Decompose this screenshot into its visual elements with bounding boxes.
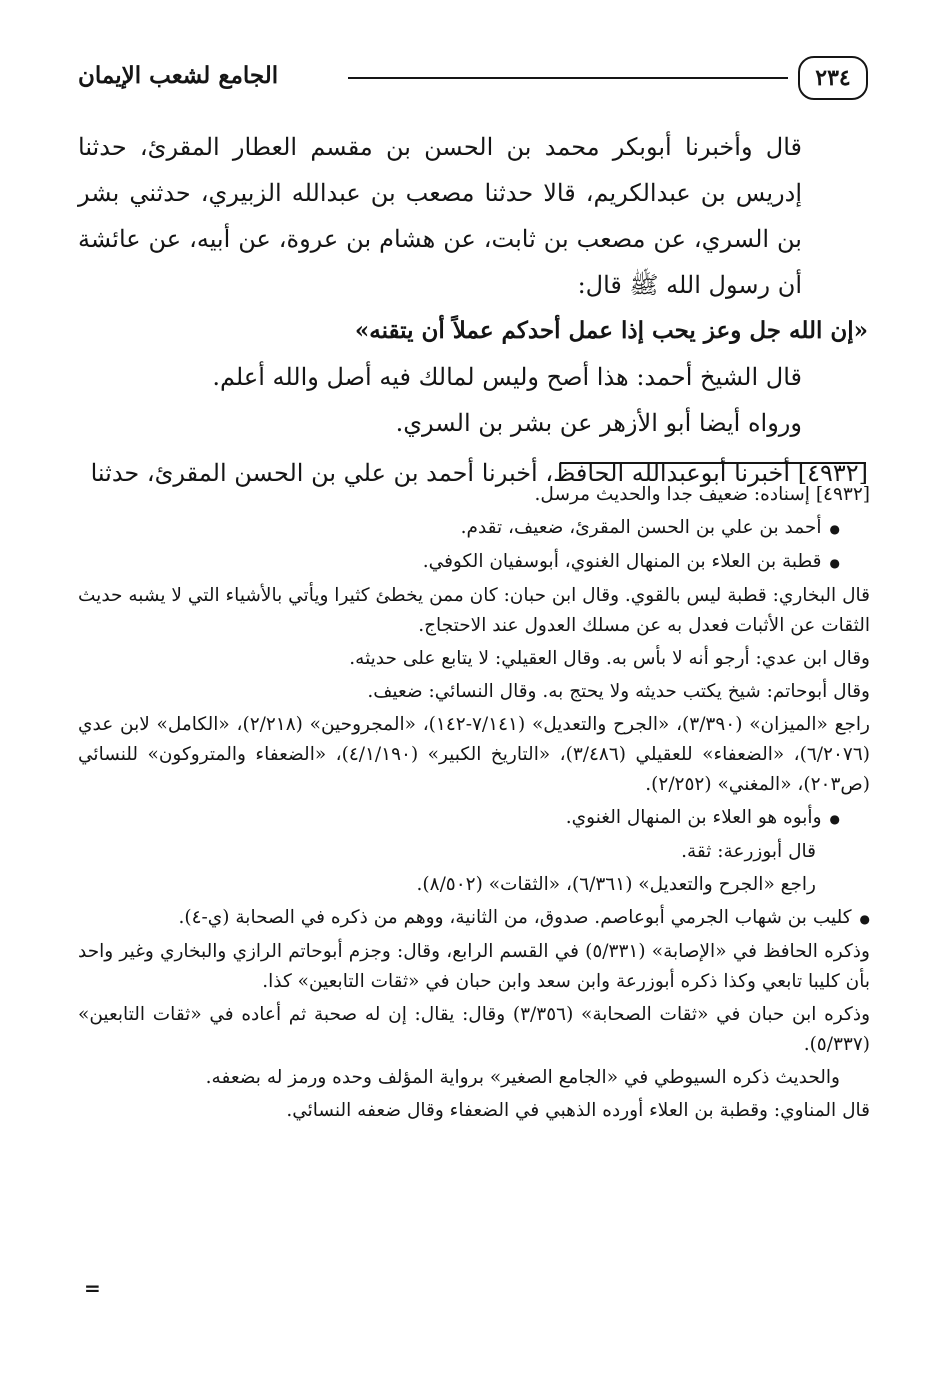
main-text	[78, 124, 868, 496]
footnote-bullet-4: ● كليب بن شهاب الجرمي أبوعاصم. صدوق، من الثانية، ووهم من ذكره في الصحابة (ي-٤).	[78, 903, 870, 934]
footnote-bullet-3: ● وأبوه هو العلاء بن المنهال الغنوي.	[78, 803, 870, 834]
hadith-text: «إن الله جل وعز يحب إذا عمل أحدكم عملاً أن يتقنه»	[354, 317, 868, 344]
page-number: ٢٣٤	[798, 56, 868, 100]
book-title: الجامع لشعب الإيمان	[78, 62, 279, 89]
footnote-ibn-adi: وقال ابن عدي: أرجو أنه لا بأس به. وقال العقيلي: لا يتابع على حديثه.	[349, 648, 870, 669]
footnote-bullet-1: ● أحمد بن علي بن الحسن المقرئ، ضعيف، تقدم.	[78, 513, 870, 544]
footnote-hafiz: وذكره الحافظ في «الإصابة» (٥/٣٣١) في القسم الرابع، وقال: وجزم أبوحاتم الرازي والبخاري وغير واحد بأن كليبا تابعي وكذا ذكره أبوزرعة وابن سعد وابن حبان في «ثقات التابعين» كذا.	[78, 941, 870, 992]
footnote-abu-hatim: وقال أبوحاتم: شيخ يكتب حديثه ولا يحتج به. وقال النسائي: ضعيف.	[367, 681, 870, 702]
footnote-bullet-2: ● قطبة بن العلاء بن المنهال الغنوي، أبوسفيان الكوفي.	[78, 547, 870, 578]
footnote-references-2: راجع «الجرح والتعديل» (٦/٣٦١)، «الثقات» (٨/٥٠٢).	[416, 874, 816, 895]
footnote-rule	[560, 462, 866, 464]
footnote-suyuti: والحديث ذكره السيوطي في «الجامع الصغير» برواية المؤلف وحده ورمز له بضعفه.	[205, 1067, 840, 1088]
footnote-references-1: راجع «الميزان» (٣/٣٩٠)، «الجرح والتعديل» (٧/١٤١-١٤٢)، «المجروحين» (٢/٢١٨)، «الكامل» لابن عدي (٦/٢٠٧٦)، «الضعفاء» للعقيلي (٣/٤٨٦)، «التاريخ الكبير» (٤/١/١٩٠)، «الضعفاء والمتروكون» للنسائي (ص٢٠٣)، «المغني» (٢/٢٥٢).	[78, 714, 870, 795]
footnotes	[78, 480, 870, 1129]
footnote-bukhari: قال البخاري: قطبة ليس بالقوي. وقال ابن حبان: كان ممن يخطئ كثيرا ويأتي بالأشياء التي لا يشبه حديث الثقات عن الأثبات فعدل به عن مسلك العدول عند الاحتجاج.	[78, 585, 870, 636]
header-rule	[348, 77, 788, 79]
shaykh-comment: قال الشيخ أحمد: هذا أصح وليس لمالك فيه أصل والله أعلم.	[212, 363, 802, 391]
rawahu-line: ورواه أيضا أبو الأزهر عن بشر بن السري.	[395, 409, 802, 437]
isnad-paragraph: قال وأخبرنا أبوبكر محمد بن الحسن بن مقسم العطار المقرئ، حدثنا إدريس بن عبدالكريم، قالا حدثنا مصعب بن عبدالله الزبيري، حدثني بشر بن السري، عن مصعب بن ثابت، عن هشام بن عروة، عن أبيه، عن عائشة أن رسول الله ﷺ قال:	[78, 133, 802, 299]
page-header	[78, 56, 868, 106]
footnote-ibn-hibban: وذكره ابن حبان في «ثقات الصحابة» (٣/٣٥٦) وقال: يقال: إن له صحبة ثم أعاده في «ثقات التابعين» (٥/٣٣٧).	[78, 1004, 871, 1055]
footnote-isnad: [٤٩٣٢] إسناده: ضعيف جدا والحديث مرسل.	[534, 484, 870, 505]
continuation-mark: =	[84, 1276, 101, 1300]
footnote-abu-zura: قال أبوزرعة: ثقة.	[681, 841, 816, 862]
footnote-munawi: قال المناوي: وقطبة بن العلاء أورده الذهبي في الضعفاء وقال ضعفه النسائي.	[286, 1100, 870, 1121]
next-hadith-start: [٤٩٣٢] أخبرنا أبوعبدالله الحافظ، أخبرنا أحمد بن علي بن الحسن المقرئ، حدثنا	[90, 459, 868, 487]
